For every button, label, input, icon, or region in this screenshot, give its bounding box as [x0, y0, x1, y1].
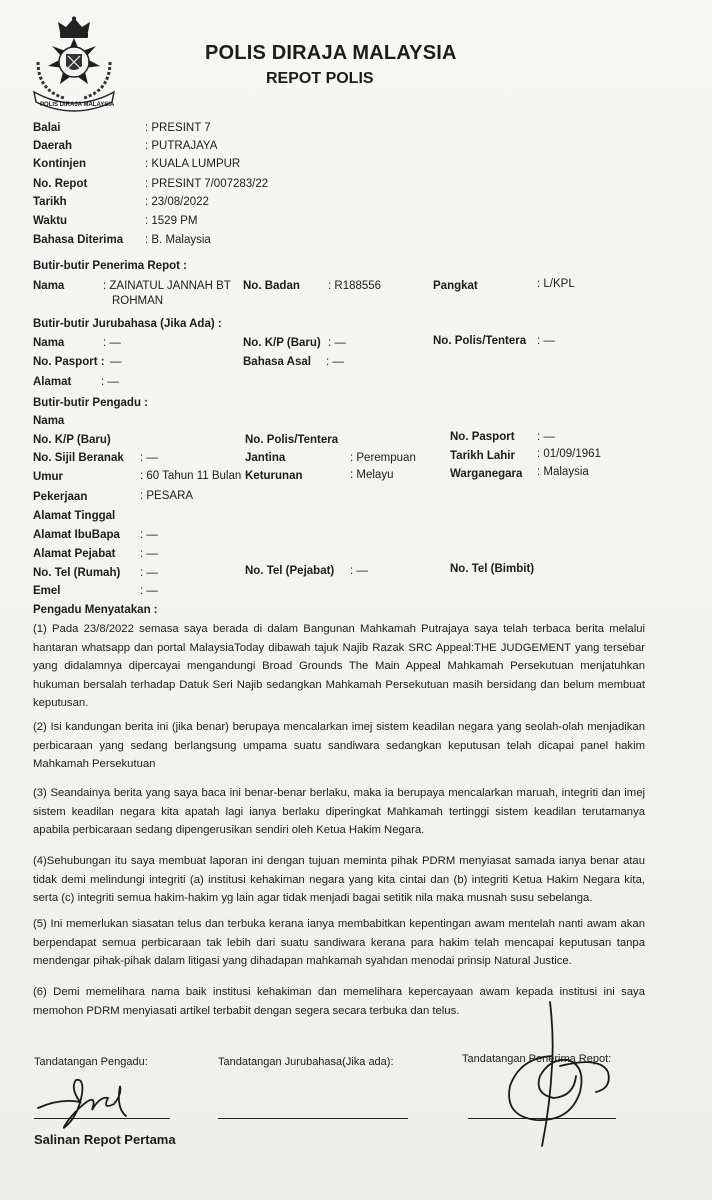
interpreter-nama-value: : — [103, 337, 121, 349]
emel-value: : — [140, 585, 158, 597]
interpreter-kp-value: : — [328, 337, 346, 349]
interpreter-kp-label: No. K/P (Baru) [243, 337, 321, 349]
interpreter-polis-value: : — [537, 335, 555, 347]
penerima-signature-label: Tandatangan Penerima Repot: [462, 1053, 612, 1065]
complainant-pasport-label: No. Pasport [450, 431, 515, 443]
sijil-beranak-label: No. Sijil Beranak [33, 452, 124, 464]
pangkat-value: : L/KPL [537, 278, 575, 290]
pekerjaan-value: : PESARA [140, 490, 194, 502]
complainant-kp-label: No. K/P (Baru) [33, 434, 111, 446]
umur-label: Umur [33, 471, 64, 483]
bahasa-value: : B. Malaysia [145, 234, 211, 246]
balai-value: : PRESINT 7 [145, 122, 211, 134]
daerah-value: : PUTRAJAYA [145, 140, 218, 152]
interpreter-nama-label: Nama [33, 337, 65, 349]
waktu-value: : 1529 PM [145, 215, 198, 227]
bahasa-label: Bahasa Diterima [33, 234, 124, 246]
tel-rumah-label: No. Tel (Rumah) [33, 567, 121, 579]
receiver-nama-value: : ZAINATUL JANNAH BT [103, 280, 231, 292]
salinan-repot-pertama-label: Salinan Repot Pertama [34, 1132, 176, 1147]
interpreter-alamat-label: Alamat [33, 376, 72, 388]
umur-value: : 60 Tahun 11 Bulan [140, 470, 242, 482]
tel-pejabat-value: : — [350, 565, 368, 577]
penerima-signature-icon [480, 996, 630, 1156]
pengadu-signature-label: Tandatangan Pengadu: [34, 1056, 148, 1068]
agency-title: POLIS DIRAJA MALAYSIA [205, 42, 457, 64]
document-title: REPOT POLIS [266, 70, 374, 87]
jantina-label: Jantina [245, 452, 286, 464]
interpreter-pasport-label: No. Pasport : [33, 356, 105, 368]
statement-heading: Pengadu Menyatakan : [33, 604, 158, 616]
pengadu-signature-icon [30, 1068, 150, 1138]
receiver-nama-value-2: ROHMAN [112, 295, 164, 307]
interpreter-polis-label: No. Polis/Tentera [433, 335, 527, 347]
tel-pejabat-label: No. Tel (Pejabat) [245, 565, 335, 577]
alamat-pejabat-value: : — [140, 548, 158, 560]
jantina-value: : Perempuan [350, 452, 416, 464]
alamat-tinggal-label: Alamat Tinggal [33, 510, 116, 522]
statement-paragraph-1: (1) Pada 23/8/2022 semasa saya berada di dalam Bangunan Mahkamah Putrajaya saya telah terbaca berita melalui hantaran whatsapp dan portal MalaysiaToday dibawah tajuk Najib Razak SRC Appeal:THE JUDGEMENT yang tersebar yang didalamnya dipercayai mengandungi Broad Grounds The Main Appeal Mahkamah Persekutuan menjatuhkan hukuman bersalah terhadap Datuk Seri Najib sedangkan Mahkamah Persekutuan masih bersidang dan belum membuat keputusan. [33, 623, 645, 709]
tarikh-label: Tarikh [33, 196, 67, 208]
no-badan-value: : R188556 [328, 280, 382, 292]
interpreter-pasport-value: — [110, 356, 122, 368]
pangkat-label: Pangkat [433, 280, 478, 292]
complainant-heading: Butir-butir Pengadu : [33, 397, 148, 409]
interpreter-bahasa-value: : — [326, 356, 344, 368]
pekerjaan-label: Pekerjaan [33, 491, 88, 503]
receiver-heading: Butir-butir Penerima Repot : [33, 260, 187, 272]
crest-ribbon-text: POLIS DIRAJA MALAYSIA [40, 102, 115, 108]
statement-paragraph-5: (5) Ini memerlukan siasatan telus dan terbuka kerana ianya membabitkan kepentingan awam mentelah nanti awam akan berpendapat semua perbicaraan tak lebih dari suatu sandiwara kerana para hakim telah mencapai keputusan tanpa mendengar pihak-pihak dalam litigasi yang dihadapan mahkamah syahdan menodai prinsip Natural Justice. [33, 918, 645, 967]
no-badan-label: No. Badan [243, 280, 300, 292]
statement-paragraph-4: (4)Sehubungan itu saya membuat laporan ini dengan tujuan meminta pihak PDRM menyiasat samada ianya benar atau tidak demi melindungi integriti (a) institusi kehakiman negara yang kita cintai dan (b) integriti Ketua Hakim Negara kita, serta (c) integriti semua hakim-hakim yg lain agar tidak menjadi bagai setitik nila maka musnah susu sebelanga. [33, 855, 645, 904]
daerah-label: Daerah [33, 140, 72, 152]
complainant-polis-label: No. Polis/Tentera [245, 434, 339, 446]
balai-label: Balai [33, 122, 61, 134]
tel-rumah-value: : — [140, 567, 158, 579]
interpreter-bahasa-label: Bahasa Asal [243, 356, 311, 368]
emel-label: Emel [33, 585, 61, 597]
no-repot-label: No. Repot [33, 178, 88, 190]
keturunan-label: Keturunan [245, 470, 303, 482]
alamat-pejabat-label: Alamat Pejabat [33, 548, 116, 560]
no-repot-value: : PRESINT 7/007283/22 [145, 178, 269, 190]
keturunan-value: : Melayu [350, 469, 394, 481]
pdrm-crest-icon [28, 16, 120, 112]
tel-bimbit-label: No. Tel (Bimbit) [450, 563, 535, 575]
receiver-nama-label: Nama [33, 280, 65, 292]
sijil-beranak-value: : — [140, 452, 158, 464]
statement-paragraph-6: (6) Demi memelihara nama baik institusi kehakiman dan memelihara kepercayaan awam kepada institusi ini saya memohon PDRM menyiasati artikel terbabit dengan segera secara terbuka dan telus. [33, 986, 645, 1017]
complainant-pasport-value: : — [537, 431, 555, 443]
interpreter-alamat-value: : — [101, 376, 119, 388]
warganegara-value: : Malaysia [537, 466, 589, 478]
tarikh-lahir-label: Tarikh Lahir [450, 450, 515, 462]
alamat-ibubapa-label: Alamat IbuBapa [33, 529, 120, 541]
alamat-ibubapa-value: : — [140, 529, 158, 541]
waktu-label: Waktu [33, 215, 68, 227]
complainant-nama-label: Nama [33, 415, 65, 427]
statement-paragraph-3: (3) Seandainya berita yang saya baca ini benar-benar berlaku, maka ia berupaya mencalarkan maruah, integriti dan imej sistem keadilan negara kita apatah lagi ianya berlaku diperingkat Mahkamah tertinggi sistem keadilan terutamanya apabila perbicaraan sedang dipengerusikan sendiri oleh Ketua Hakim Negara. [33, 787, 645, 836]
jurubahasa-signature-line [218, 1118, 408, 1119]
kontinjen-label: Kontinjen [33, 158, 87, 170]
tarikh-value: : 23/08/2022 [145, 196, 209, 208]
kontinjen-value: : KUALA LUMPUR [145, 158, 241, 170]
statement-paragraph-2: (2) Isi kandungan berita ini (jika benar) berupaya mencalarkan imej sistem keadilan negara yang seolah-olah menjadikan perbicaraan yang sedang berlangsung umpama suatu sandiwara sedangkan keputusan telah dicapai panel hakim Mahkamah Persekutuan [33, 721, 645, 770]
interpreter-heading: Butir-butir Jurubahasa (Jika Ada) : [33, 318, 222, 330]
tarikh-lahir-value: : 01/09/1961 [537, 448, 601, 460]
jurubahasa-signature-label: Tandatangan Jurubahasa(Jika ada): [218, 1056, 394, 1068]
warganegara-label: Warganegara [450, 468, 523, 480]
